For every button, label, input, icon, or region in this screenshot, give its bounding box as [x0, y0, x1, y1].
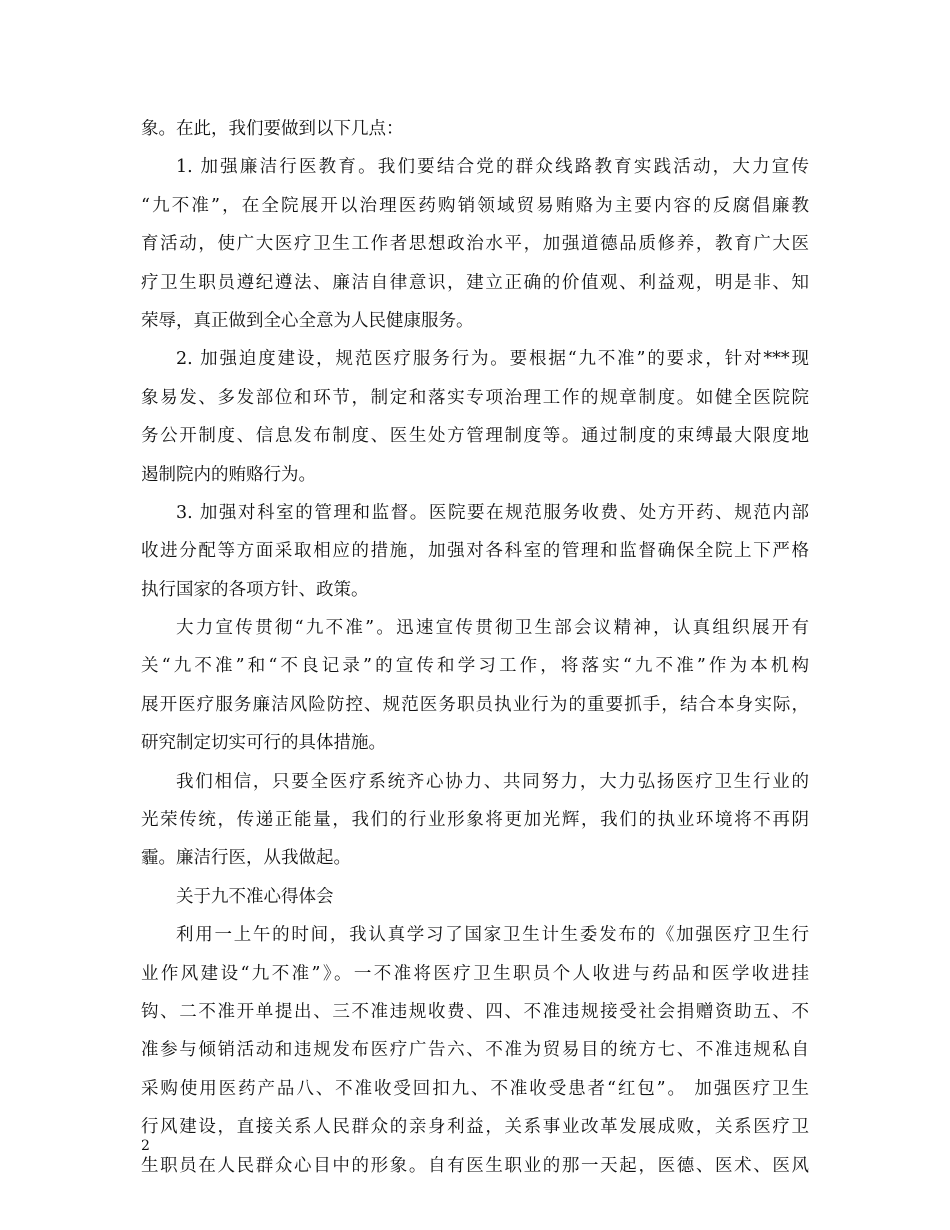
text-line: 象。在此，我们要做到以下几点：: [141, 119, 404, 139]
text-line: 务公开制度、信息发布制度、医生处方管理制度等。通过制度的束缚最大限度地: [141, 426, 809, 447]
text-line: 利用一上午的时间，我认真学习了国家卫生计生委发布的《加强医疗卫生行: [176, 925, 809, 946]
text-line: 采购使用医药产品八、不准收受回扣九、不准收受患者“红包”。 加强医疗卫生: [141, 1078, 809, 1099]
text-line: 我们相信，只要全医疗系统齐心协力、共同努力，大力弘扬医疗卫生行业的: [176, 771, 809, 792]
text-line: 2. 加强迫度建设，规范医疗服务行为。要根据“九不准”的要求，针对***现: [176, 349, 809, 370]
text-line: 育活动，使广大医疗卫生工作者思想政治水平，加强道德品质修养，教育广大医: [141, 234, 809, 255]
text-line: 展开医疗服务廉洁风险防控、规范医务职员执业行为的重要抓手，结合本身实际，: [141, 694, 809, 715]
text-line: 研究制定切实可行的具体措施。: [141, 733, 386, 754]
text-line: 光荣传统，传递正能量，我们的行业形象将更加光辉，我们的执业环境将不再阴: [141, 810, 809, 831]
text-line: 3. 加强对科室的管理和监督。医院要在规范服务收费、处方开药、规范内部: [176, 502, 809, 523]
text-line: 收进分配等方面采取相应的措施，加强对各科室的管理和监督确保全院上下严格: [141, 541, 809, 562]
text-line: 遏制院内的贿赂行为。: [141, 464, 316, 485]
body-text: [141, 110, 809, 1185]
text-line: 霾。廉洁行医，从我做起。: [141, 848, 351, 869]
page-number: 2: [141, 1138, 150, 1154]
text-line: 大力宣传贯彻“九不准”。迅速宣传贯彻卫生部会议精神，认真组织展开有: [176, 618, 809, 639]
text-line: 象易发、多发部位和环节，制定和落实专项治理工作的规章制度。如健全医院院: [141, 387, 809, 408]
text-line: “九不准”，在全院展开以治理医药购销领域贸易贿赂为主要内容的反腐倡廉教: [141, 195, 809, 216]
section-heading: 关于九不准心得体会: [176, 886, 334, 907]
text-line: 荣辱，真正做到全心全意为人民健康服务。: [141, 310, 474, 331]
text-line: 疗卫生职员遵纪遵法、廉洁自律意识，建立正确的价值观、利益观，明是非、知: [141, 272, 809, 293]
text-line: 生职员在人民群众心目中的形象。自有医生职业的那一天起，医德、医术、医风: [141, 1155, 809, 1176]
text-line: 业作风建设“九不准”》。一不准将医疗卫生职员个人收进与药品和医学收进挂: [141, 963, 809, 984]
text-line: 执行国家的各项方针、政策。: [141, 579, 369, 600]
text-line: 1. 加强廉洁行医教育。我们要结合党的群众线路教育实践活动，大力宣传: [176, 157, 809, 178]
text-line: 行风建设，直接关系人民群众的亲身利益，关系事业改革发展成败，关系医疗卫: [141, 1117, 809, 1138]
text-line: 关“九不准”和“不良记录”的宣传和学习工作，将落实“九不准”作为本机构: [141, 656, 809, 677]
text-line: 钩、二不准开单提出、三不准违规收费、四、不准违规接受社会捐赠资助五、不: [141, 1001, 809, 1022]
text-line: 准参与倾销活动和违规发布医疗广告六、不准为贸易目的统方七、不准违规私自: [141, 1040, 809, 1061]
